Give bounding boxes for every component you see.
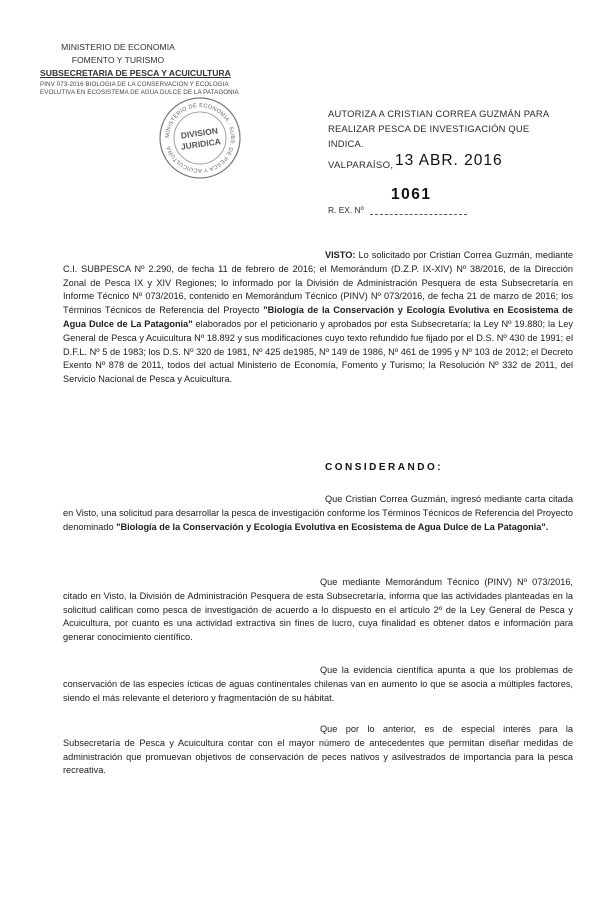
stamp-seal-icon bbox=[158, 96, 242, 180]
resolution-number: 1061 bbox=[391, 186, 432, 203]
considerando-3: Que la evidencia científica apunta a que los problemas de conservación de las especies ícticas de aguas continentales chilenas van en aumento lo que se asocia a múltiples factores, siendo el más relevante el deterioro y fragmentación de su hábitat. bbox=[63, 665, 573, 703]
stamped-date: 13 ABR. 2016 bbox=[395, 152, 503, 169]
considerando-1 bbox=[63, 493, 573, 534]
rex-number-line bbox=[370, 214, 467, 215]
visto-text-1: Lo solicitado por Cristian Correa Guzmán, mediante C.I. SUBPESCA Nº 2.290, de fecha 11 de febrero de 2016; el Memorándum (D.Z.P. IX-XIV) Nº 38/2016, de la Dirección Zonal de Pesca IX y XIV Regiones; lo informado por la División de Administración Pesquera de esta Subsecretaría en Informe Técnico Nº 073/2016, contenido en Memorándum Técnico (PINV) Nº 073/2016, de fecha 21 de marzo de 2016; los Términos Técnicos de Referencia del Proyecto bbox=[63, 250, 573, 316]
resolution-subject: AUTORIZA A CRISTIAN CORREA GUZMÁN PARA REALIZAR PESCA DE INVESTIGACIÓN QUE INDICA. bbox=[328, 108, 549, 149]
reference-line-2: EVOLUTIVA EN ECOSISTEMA DE AGUA DULCE DE LA PATAGONIA bbox=[40, 89, 239, 96]
visto-project-title: "Biología de la Conservación y Ecología Evolutiva en Ecosistema de Agua Dulce de La Patagonia" bbox=[63, 305, 573, 329]
visto-label: VISTO: bbox=[325, 250, 356, 260]
visto-text-2: elaborados por el peticionario y aprobados por esta Subsecretaría; la Ley Nº 19.880; la Ley General de Pesca y Acuicultura Nº 18.892 y sus modificaciones cuyo texto refundido fue fijado por el D.S. Nº 430 de 1991; el D.F.L. Nº 5 de 1983; los D.S. Nº 320 de 1981, Nº 425 de1985, Nº 149 de 1986, Nº 461 de 1995 y Nº 103 de 2012; el Decreto Exento Nº 878 de 2011, todos del actual Ministerio de Economía, Fomento y Turismo; la Resolución Nº 332 de 2011, del Servicio Nacional de Pesca y Acuicultura. bbox=[63, 318, 573, 385]
ministry-line-2: FOMENTO Y TURISMO bbox=[71, 55, 165, 65]
stamp-center-line-1: DIVISION bbox=[180, 125, 219, 141]
considerando-4: Que por lo anterior, es de especial interés para la Subsecretaría de Pesca y Acuicultura contar con el mayor número de antecedentes que permitan diseñar medidas de administración que promuevan objetivos de conservación de peces nativos y asilvestrados de importancia para la pesca recreativa. bbox=[63, 724, 573, 776]
division-juridica-stamp bbox=[158, 96, 242, 180]
considerando-2: Que mediante Memorándum Técnico (PINV) Nº 073/2016, citado en Visto, la División de Administración Pesquera de esta Subsecretaría, informa que las actividades planteadas en la solicitud califican como pesca de investigación de acuerdo a lo dispuesto en el artículo 2º de la Ley General de Pesca y Acuicultura, por cuanto es una actividad extractiva sin fines de lucro, cuya finalidad es obtener datos e información para generar conocimiento científico. bbox=[63, 577, 573, 643]
place-label: VALPARAÍSO, bbox=[328, 160, 394, 171]
considerando-heading: CONSIDERANDO: bbox=[325, 462, 444, 473]
visto-paragraph bbox=[63, 249, 573, 387]
considerando-1-project: "Biología de la Conservación y Ecología Evolutiva en Ecosistema de Agua Dulce de La Patagonia". bbox=[116, 521, 549, 532]
stamp-center-line-2: JURIDICA bbox=[180, 136, 222, 152]
considerando-1-text: Que Cristian Correa Guzmán, ingresó mediante carta citada en Visto, una solicitud para desarrollar la pesca de investigación conforme los Términos Técnicos de Referencia del Proyecto denominado bbox=[63, 494, 573, 532]
stamp-ring-text: MINISTERIO DE ECONOMIA · SUBS. DE PESCA Y ACUICULTURA bbox=[164, 102, 236, 174]
subsecretaria-name: SUBSECRETARIA DE PESCA Y ACUICULTURA bbox=[40, 68, 231, 78]
ministry-line-1: MINISTERIO DE ECONOMIA bbox=[61, 42, 175, 52]
rex-label: R. EX. Nº bbox=[328, 205, 364, 215]
reference-line-1: PINV 073-2016 BIOLOGIA DE LA CONSERVACION Y ECOLOGIA bbox=[40, 81, 229, 88]
